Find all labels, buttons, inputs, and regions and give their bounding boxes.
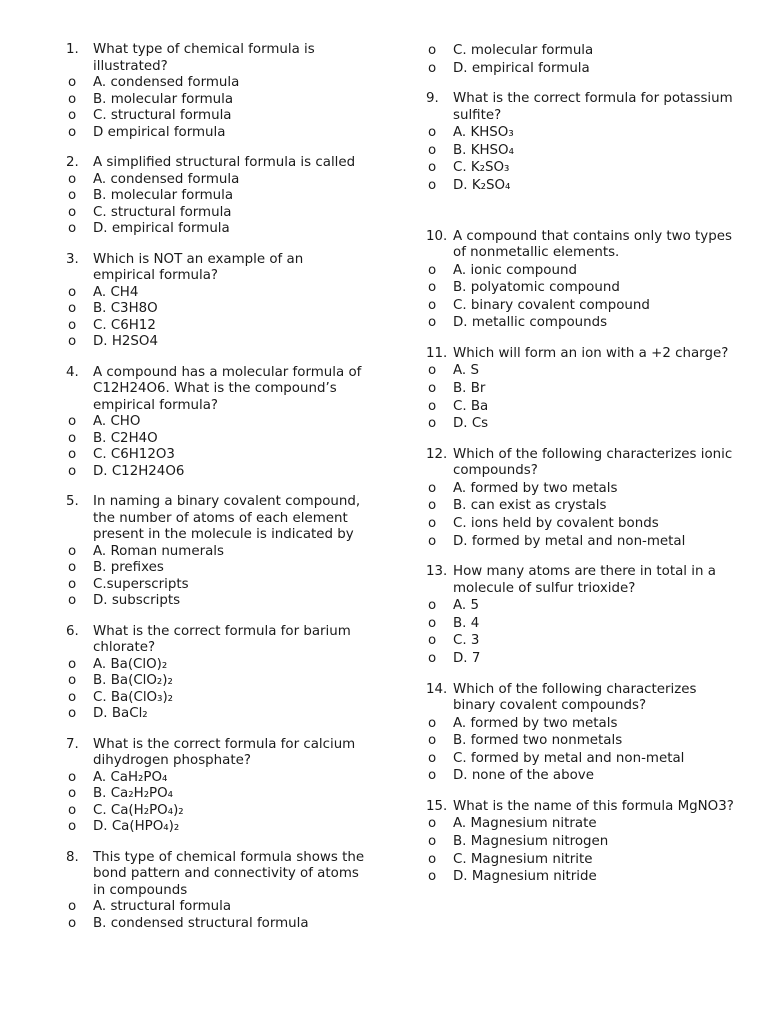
question-header [426, 564, 736, 597]
question-number: 4. [66, 364, 79, 380]
left-column [66, 42, 366, 946]
question-text: What type of chemical formula is illustrated? [93, 42, 315, 74]
answer-option [426, 60, 736, 78]
question-number: 6. [66, 623, 79, 639]
option-text: D. formed by metal and non-metal [453, 533, 686, 549]
question-item [426, 346, 736, 433]
question-text: A compound that contains only two types of nonmetallic elements. [453, 228, 732, 261]
question-item [66, 252, 366, 351]
question-text: Which of the following characterizes ionic compounds? [453, 446, 733, 479]
question-number: 15. [426, 798, 448, 814]
continued-options [426, 42, 736, 77]
bullet-marker: o [68, 689, 77, 705]
answer-option [426, 380, 736, 398]
option-text: C.superscripts [93, 576, 189, 592]
answer-option [66, 803, 366, 820]
bullet-marker: o [68, 301, 77, 316]
question-text: What is the correct formula for barium chlorate? [93, 623, 351, 655]
question-number: 11. [426, 345, 448, 361]
answer-option [66, 92, 366, 109]
option-text: D. subscripts [93, 593, 181, 608]
answer-option [66, 188, 366, 205]
option-text: C. C6H12O3 [93, 447, 175, 462]
bullet-marker: o [428, 60, 437, 76]
option-text: D. BaCl₂ [93, 706, 148, 721]
option-text: C. Magnesium nitrite [453, 851, 593, 867]
answer-option [66, 786, 366, 803]
bullet-marker: o [428, 869, 437, 885]
answer-option [426, 515, 736, 533]
bullet-marker: o [68, 414, 77, 429]
answer-option [426, 597, 736, 615]
question-number: 3. [66, 251, 79, 267]
option-text: C. Ca(H₂PO₄)₂ [93, 802, 184, 818]
answer-option [66, 447, 366, 464]
bullet-marker: o [428, 750, 437, 766]
bullet-marker: o [68, 543, 77, 559]
option-text: B. Ba(ClO₂)₂ [93, 673, 173, 688]
question-header [66, 624, 366, 657]
question-header [66, 155, 366, 172]
answer-option [426, 480, 736, 498]
bullet-marker: o [68, 819, 77, 834]
answer-option [66, 770, 366, 787]
question-header [426, 682, 736, 715]
answer-option [426, 833, 736, 851]
answer-option [66, 544, 366, 561]
bullet-marker: o [428, 498, 437, 514]
option-text: A. CaH₂PO₄ [93, 769, 168, 785]
bullet-marker: o [428, 125, 437, 141]
option-text: B. molecular formula [93, 188, 234, 203]
bullet-marker: o [68, 284, 77, 300]
answer-option [66, 657, 366, 674]
option-text: A. CHO [93, 414, 141, 429]
question-item [66, 494, 366, 610]
bullet-marker: o [428, 834, 437, 850]
bullet-marker: o [68, 430, 77, 446]
bullet-marker: o [428, 615, 437, 631]
answer-option [66, 673, 366, 690]
bullet-marker: o [68, 447, 77, 462]
bullet-marker: o [428, 816, 437, 832]
answer-option [426, 124, 736, 142]
answer-option [426, 42, 736, 60]
option-text: B. KHSO₄ [453, 142, 514, 158]
answer-option [66, 285, 366, 302]
option-text: A. formed by two metals [453, 715, 618, 731]
bullet-marker: o [68, 124, 77, 140]
answer-option [66, 706, 366, 723]
bullet-marker: o [428, 280, 437, 296]
question-number: 14. [426, 681, 448, 697]
question-text: Which of the following characterizes binary covalent compounds? [453, 681, 697, 714]
answer-option [66, 125, 366, 142]
bullet-marker: o [428, 315, 437, 331]
answer-option [426, 750, 736, 768]
question-text: This type of chemical formula shows the bond pattern and connectivity of atoms in compounds [93, 849, 365, 898]
bullet-marker: o [68, 786, 77, 801]
bullet-marker: o [68, 673, 77, 688]
question-number: 9. [426, 91, 439, 107]
option-text: D. C12H24O6 [93, 463, 185, 479]
bullet-marker: o [428, 650, 437, 666]
bullet-marker: o [428, 262, 437, 278]
question-item [426, 91, 736, 194]
question-header [66, 494, 366, 544]
option-text: A. condensed formula [93, 75, 240, 90]
answer-option [66, 318, 366, 335]
option-text: C. K₂SO₃ [453, 160, 510, 176]
bullet-marker: o [68, 593, 77, 608]
question-item [426, 682, 736, 785]
question-number: 8. [66, 849, 79, 865]
answer-option [426, 732, 736, 750]
question-number: 5. [66, 494, 79, 509]
answer-option [426, 851, 736, 869]
bullet-marker: o [68, 188, 77, 203]
question-text: What is the name of this formula MgNO3? [453, 798, 734, 814]
bullet-marker: o [68, 463, 77, 479]
bullet-marker: o [428, 733, 437, 749]
bullet-marker: o [428, 297, 437, 313]
answer-option [426, 632, 736, 650]
answer-option [426, 650, 736, 668]
question-item [66, 365, 366, 481]
option-text: D. Cs [453, 416, 489, 432]
answer-option [426, 398, 736, 416]
bullet-marker: o [428, 398, 437, 414]
question-header [426, 799, 736, 816]
option-text: C. structural formula [93, 204, 232, 220]
bullet-marker: o [68, 317, 77, 333]
answer-option [426, 533, 736, 551]
bullet-marker: o [428, 160, 437, 176]
right-column [426, 42, 736, 900]
answer-option [426, 159, 736, 177]
answer-option [426, 362, 736, 380]
bullet-marker: o [68, 656, 77, 672]
option-text: A. KHSO₃ [453, 125, 514, 141]
answer-option [66, 916, 366, 933]
bullet-marker: o [428, 416, 437, 432]
bullet-marker: o [68, 769, 77, 785]
option-text: C. C6H12 [93, 317, 156, 333]
answer-option [426, 314, 736, 332]
option-text: B. Magnesium nitrogen [453, 834, 609, 850]
question-item [426, 799, 736, 886]
bullet-marker: o [68, 108, 77, 123]
question-header [426, 346, 736, 363]
bullet-marker: o [428, 43, 437, 58]
question-text: What is the correct formula for potassium sulfite? [453, 91, 733, 123]
bullet-marker: o [428, 516, 437, 531]
answer-option [66, 593, 366, 610]
question-text: Which will form an ion with a +2 charge? [453, 345, 729, 361]
answer-option [66, 560, 366, 577]
option-text: A. condensed formula [93, 171, 240, 187]
bullet-marker: o [68, 899, 77, 914]
question-text: In naming a binary covalent compound, the number of atoms of each element present in the molecule is indicated by [93, 494, 361, 542]
option-text: D empirical formula [93, 124, 226, 140]
answer-option [426, 767, 736, 785]
bullet-marker: o [68, 706, 77, 721]
option-text: B. molecular formula [93, 91, 234, 107]
option-text: C. 3 [453, 633, 480, 649]
answer-option [66, 414, 366, 431]
option-text: C. binary covalent compound [453, 297, 650, 313]
option-text: C. Ba(ClO₃)₂ [93, 689, 174, 705]
question-number: 7. [66, 736, 79, 752]
option-text: B. prefixes [93, 560, 164, 575]
answer-option [66, 819, 366, 836]
option-text: A. Ba(ClO)₂ [93, 656, 168, 672]
option-text: D. Ca(HPO₄)₂ [93, 819, 180, 834]
answer-option [426, 415, 736, 433]
question-header [66, 737, 366, 770]
option-text: D. Magnesium nitride [453, 869, 597, 885]
option-text: B. Ca₂H₂PO₄ [93, 786, 174, 801]
option-text: A. ionic compound [453, 262, 577, 278]
answer-option [66, 431, 366, 448]
question-number: 10. [426, 228, 448, 244]
answer-option [66, 301, 366, 318]
answer-option [66, 172, 366, 189]
question-item [66, 155, 366, 238]
answer-option [426, 297, 736, 315]
answer-option [426, 815, 736, 833]
question-header [426, 447, 736, 480]
question-number: 2. [66, 155, 79, 170]
option-text: B. Br [453, 381, 486, 397]
answer-option [426, 497, 736, 515]
bullet-marker: o [68, 576, 77, 592]
question-number: 13. [426, 564, 448, 580]
answer-option [426, 615, 736, 633]
question-text: Which is NOT an example of an empirical formula? [93, 251, 304, 283]
option-text: A. formed by two metals [453, 480, 618, 496]
question-header [426, 91, 736, 124]
option-text: C. molecular formula [453, 43, 594, 58]
option-text: B. polyatomic compound [453, 280, 620, 296]
option-text: A. structural formula [93, 899, 232, 914]
question-text: How many atoms are there in total in a molecule of sulfur trioxide? [453, 564, 716, 596]
option-text: D. empirical formula [453, 60, 590, 76]
option-text: A. 5 [453, 598, 479, 614]
question-header [426, 229, 736, 262]
option-text: B. C2H4O [93, 430, 158, 446]
bullet-marker: o [428, 480, 437, 496]
option-text: B. C3H8O [93, 301, 158, 316]
question-item [426, 229, 736, 332]
question-text: A simplified structural formula is called [93, 155, 356, 170]
question-item [426, 447, 736, 550]
question-number: 12. [426, 446, 448, 462]
option-text: C. structural formula [93, 108, 232, 123]
bullet-marker: o [428, 598, 437, 614]
option-text: B. can exist as crystals [453, 498, 607, 514]
bullet-marker: o [428, 142, 437, 158]
answer-option [66, 464, 366, 481]
question-header [66, 850, 366, 900]
question-header [66, 252, 366, 285]
answer-option [426, 868, 736, 886]
answer-option [66, 690, 366, 707]
option-text: D. K₂SO₄ [453, 177, 511, 193]
bullet-marker: o [428, 768, 437, 784]
bullet-marker: o [428, 715, 437, 731]
bullet-marker: o [428, 177, 437, 193]
option-text: B. 4 [453, 615, 480, 631]
bullet-marker: o [68, 91, 77, 107]
answer-option [66, 108, 366, 125]
option-text: D. 7 [453, 650, 481, 666]
bullet-marker: o [428, 381, 437, 397]
answer-option [66, 577, 366, 594]
answer-option [66, 899, 366, 916]
option-text: C. Ba [453, 398, 489, 414]
option-text: B. condensed structural formula [93, 915, 309, 931]
answer-option [426, 715, 736, 733]
question-item [66, 42, 366, 141]
option-text: A. Magnesium nitrate [453, 816, 597, 832]
question-item [66, 737, 366, 836]
bullet-marker: o [68, 334, 77, 349]
question-number: 1. [66, 42, 79, 57]
bullet-marker: o [68, 171, 77, 187]
option-text: D. H2SO4 [93, 334, 158, 349]
question-item [66, 850, 366, 933]
option-text: D. empirical formula [93, 221, 230, 236]
bullet-marker: o [428, 633, 437, 649]
option-text: C. formed by metal and non-metal [453, 750, 685, 766]
option-text: A. CH4 [93, 284, 139, 300]
bullet-marker: o [68, 802, 77, 818]
bullet-marker: o [68, 75, 77, 90]
answer-option [426, 142, 736, 160]
answer-option [66, 334, 366, 351]
bullet-marker: o [428, 533, 437, 549]
option-text: D. none of the above [453, 768, 594, 784]
bullet-marker: o [68, 915, 77, 931]
bullet-marker: o [428, 363, 437, 379]
option-text: A. Roman numerals [93, 543, 224, 559]
option-text: A. S [453, 363, 479, 379]
vertical-gap [426, 209, 736, 229]
question-header [66, 42, 366, 75]
option-text: B. formed two nonmetals [453, 733, 623, 749]
answer-option [426, 177, 736, 195]
bullet-marker: o [428, 851, 437, 867]
answer-option [66, 205, 366, 222]
question-item [66, 624, 366, 723]
option-text: D. metallic compounds [453, 315, 608, 331]
question-item [426, 564, 736, 667]
bullet-marker: o [68, 221, 77, 236]
answer-option [426, 262, 736, 280]
answer-option [66, 221, 366, 238]
option-text: C. ions held by covalent bonds [453, 516, 659, 531]
question-header [66, 365, 366, 415]
question-text: A compound has a molecular formula of C12H24O6. What is the compound’s empirical formula? [93, 364, 362, 413]
answer-option [426, 279, 736, 297]
bullet-marker: o [68, 204, 77, 220]
answer-option [66, 75, 366, 92]
question-text: What is the correct formula for calcium dihydrogen phosphate? [93, 736, 356, 768]
bullet-marker: o [68, 560, 77, 575]
